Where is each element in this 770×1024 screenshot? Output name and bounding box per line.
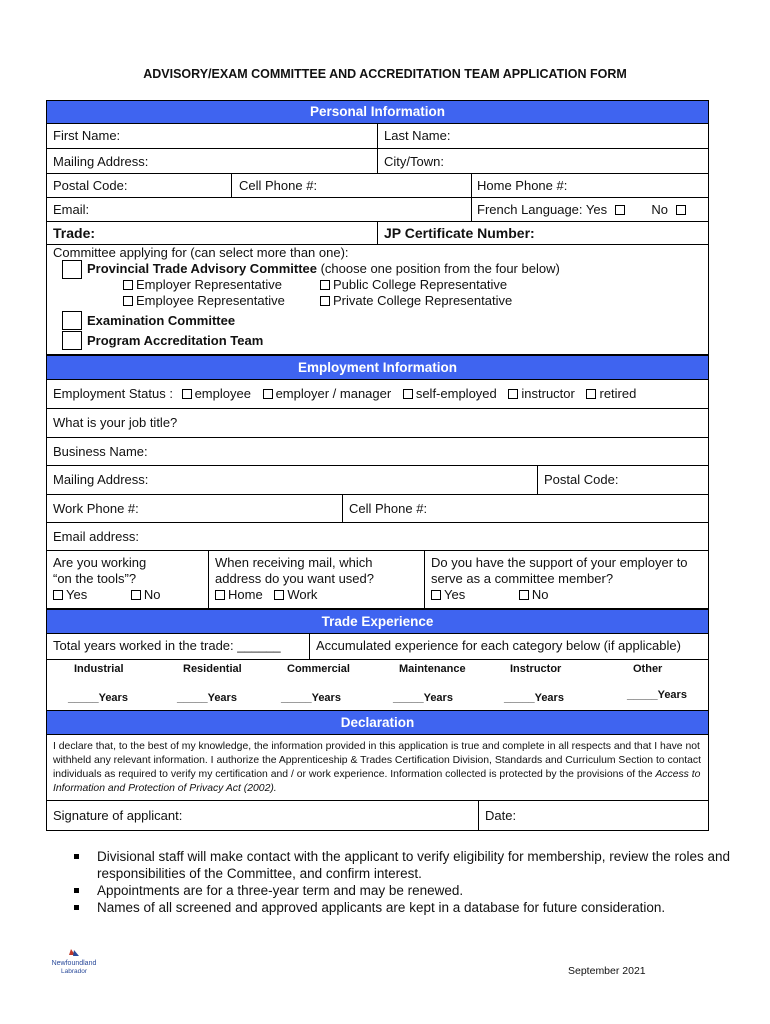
category-years-field[interactable]: _____Years bbox=[504, 692, 564, 704]
ptac-label: Provincial Trade Advisory Committee bbox=[87, 261, 317, 276]
ptac-checkbox[interactable] bbox=[62, 260, 82, 279]
category-years-field[interactable]: _____Years bbox=[281, 692, 341, 704]
program-accreditation-checkbox[interactable] bbox=[62, 331, 82, 350]
ptac-note: (choose one position from the four below) bbox=[316, 261, 560, 276]
employment-postal-code-label: Postal Code: bbox=[544, 472, 619, 487]
first-name-label: First Name: bbox=[53, 128, 121, 143]
tools-answers bbox=[53, 587, 160, 603]
note-item bbox=[52, 882, 742, 899]
private-college-option bbox=[320, 293, 512, 309]
category-years-field[interactable]: _____Years bbox=[177, 692, 237, 704]
category-label: Instructor bbox=[510, 663, 562, 675]
employer-manager-checkbox[interactable] bbox=[263, 389, 273, 399]
mail-answers bbox=[215, 587, 317, 603]
employee-rep-label: Employee Representative bbox=[136, 293, 285, 308]
accumulated-experience-label: Accumulated experience for each category below (if applicable) bbox=[316, 638, 681, 653]
tools-yes-checkbox[interactable] bbox=[53, 590, 63, 600]
employer-manager-label: employer / manager bbox=[275, 386, 392, 401]
support-question-line2: serve as a committee member? bbox=[431, 571, 614, 586]
declaration-text bbox=[53, 740, 705, 796]
program-accreditation-label: Program Accreditation Team bbox=[87, 333, 264, 348]
category-label: Industrial bbox=[74, 663, 124, 675]
employer-rep-label: Employer Representative bbox=[136, 277, 282, 292]
employment-status-label: Employment Status : bbox=[53, 386, 173, 401]
footer-date: September 2021 bbox=[568, 965, 646, 977]
self-employed-label: self-employed bbox=[415, 386, 497, 401]
committee-prompt: Committee applying for (can select more than one): bbox=[53, 245, 349, 260]
support-no-checkbox[interactable] bbox=[519, 590, 529, 600]
mailing-address-label: Mailing Address: bbox=[53, 154, 149, 169]
declaration-act: Access to Information and Protection of Privacy Act (2002). bbox=[53, 769, 701, 794]
last-name-label: Last Name: bbox=[384, 128, 451, 143]
retired-checkbox[interactable] bbox=[586, 389, 596, 399]
postal-code-label: Postal Code: bbox=[53, 178, 128, 193]
category-label: Other bbox=[633, 663, 663, 675]
support-yes-checkbox[interactable] bbox=[431, 590, 441, 600]
mail-work-checkbox[interactable] bbox=[274, 590, 284, 600]
employment-cell-phone-label: Cell Phone #: bbox=[349, 501, 428, 516]
category-years-field[interactable]: _____Years bbox=[627, 689, 687, 701]
support-no-label: No bbox=[531, 587, 549, 602]
category-label: Residential bbox=[183, 663, 242, 675]
mail-work-label: Work bbox=[287, 587, 318, 602]
email-label: Email: bbox=[53, 202, 90, 217]
employee-label: employee bbox=[194, 386, 251, 401]
total-years-label: Total years worked in the trade: ______ bbox=[53, 638, 281, 653]
home-phone-label: Home Phone #: bbox=[477, 178, 568, 193]
french-no-label: No bbox=[651, 202, 668, 217]
category-label: Maintenance bbox=[399, 663, 466, 675]
notes-list bbox=[52, 848, 742, 916]
instructor-checkbox[interactable] bbox=[508, 389, 518, 399]
employment-mailing-address-label: Mailing Address: bbox=[53, 472, 149, 487]
jp-certificate-label: JP Certificate Number: bbox=[384, 225, 535, 241]
declaration-header: Declaration bbox=[46, 710, 709, 735]
private-college-label: Private College Representative bbox=[333, 293, 513, 308]
public-college-checkbox[interactable] bbox=[320, 280, 330, 290]
note-item bbox=[52, 899, 742, 916]
note-text: Appointments are for a three-year term and may be renewed. bbox=[97, 883, 464, 898]
trade-label: Trade: bbox=[53, 225, 96, 241]
public-college-label: Public College Representative bbox=[333, 277, 508, 292]
ptac-option bbox=[87, 261, 560, 277]
work-phone-label: Work Phone #: bbox=[53, 501, 139, 516]
tools-no-label: No bbox=[143, 587, 161, 602]
form-title: ADVISORY/EXAM COMMITTEE AND ACCREDITATION TEAM APPLICATION FORM bbox=[143, 67, 627, 81]
mail-home-checkbox[interactable] bbox=[215, 590, 225, 600]
exam-committee-label: Examination Committee bbox=[87, 313, 236, 328]
support-answers bbox=[431, 587, 548, 603]
svg-text:Newfoundland: Newfoundland bbox=[51, 960, 97, 967]
declaration-main: I declare that, to the best of my knowledge, the information provided in this application is true and complete in all respects and that I have not withheld any relevant information. I authorize the Apprenticeship & Trades Certification Division, Standards and Curriculum Section to contact individuals as required to verify my certification and / or work experience. Information collected is protected by the provisions of the bbox=[53, 741, 702, 780]
note-text: Divisional staff will make contact with the applicant to verify eligibility for membership, review the roles and responsibilities of the Committee, and confirm interest. bbox=[97, 849, 731, 881]
private-college-checkbox[interactable] bbox=[320, 296, 330, 306]
nl-logo bbox=[44, 947, 104, 977]
date-label: Date: bbox=[485, 808, 517, 823]
job-title-label: What is your job title? bbox=[53, 415, 178, 430]
french-language-label: French Language: Yes bbox=[477, 202, 608, 217]
email-address-label: Email address: bbox=[53, 529, 139, 544]
tools-question-line1: Are you working bbox=[53, 555, 147, 570]
svg-text:Labrador: Labrador bbox=[60, 968, 88, 975]
mail-question-line2: address do you want used? bbox=[215, 571, 374, 586]
note-item bbox=[52, 848, 742, 882]
employee-rep-checkbox[interactable] bbox=[123, 296, 133, 306]
self-employed-checkbox[interactable] bbox=[403, 389, 413, 399]
french-yes-checkbox[interactable] bbox=[615, 205, 625, 215]
personal-info-header: Personal Information bbox=[46, 100, 709, 124]
instructor-label: instructor bbox=[521, 386, 575, 401]
mail-question-line1: When receiving mail, which bbox=[215, 555, 373, 570]
mail-home-label: Home bbox=[228, 587, 263, 602]
employee-rep-option bbox=[123, 293, 285, 309]
category-years-field[interactable]: _____Years bbox=[393, 692, 453, 704]
support-question-line1: Do you have the support of your employer to bbox=[431, 555, 688, 570]
business-name-label: Business Name: bbox=[53, 444, 148, 459]
retired-label: retired bbox=[599, 386, 637, 401]
employer-rep-checkbox[interactable] bbox=[123, 280, 133, 290]
category-years-field[interactable]: _____Years bbox=[68, 692, 128, 704]
employee-checkbox[interactable] bbox=[182, 389, 192, 399]
category-label: Commercial bbox=[287, 663, 350, 675]
employment-info-header: Employment Information bbox=[46, 355, 709, 380]
employment-status-row bbox=[53, 386, 636, 402]
public-college-option bbox=[320, 277, 507, 293]
french-no-checkbox[interactable] bbox=[676, 205, 686, 215]
exam-committee-checkbox[interactable] bbox=[62, 311, 82, 330]
trade-experience-header: Trade Experience bbox=[46, 609, 709, 634]
french-language-field bbox=[477, 202, 689, 218]
tools-question-line2: “on the tools”? bbox=[53, 571, 137, 586]
tools-yes-label: Yes bbox=[66, 587, 88, 602]
nl-logo-icon bbox=[44, 947, 104, 977]
employer-rep-option bbox=[123, 277, 282, 293]
city-town-label: City/Town: bbox=[384, 154, 444, 169]
note-text: Names of all screened and approved applicants are kept in a database for future consideration. bbox=[97, 900, 666, 915]
signature-label: Signature of applicant: bbox=[53, 808, 183, 823]
support-yes-label: Yes bbox=[444, 587, 466, 602]
cell-phone-label: Cell Phone #: bbox=[239, 178, 318, 193]
tools-no-checkbox[interactable] bbox=[131, 590, 141, 600]
